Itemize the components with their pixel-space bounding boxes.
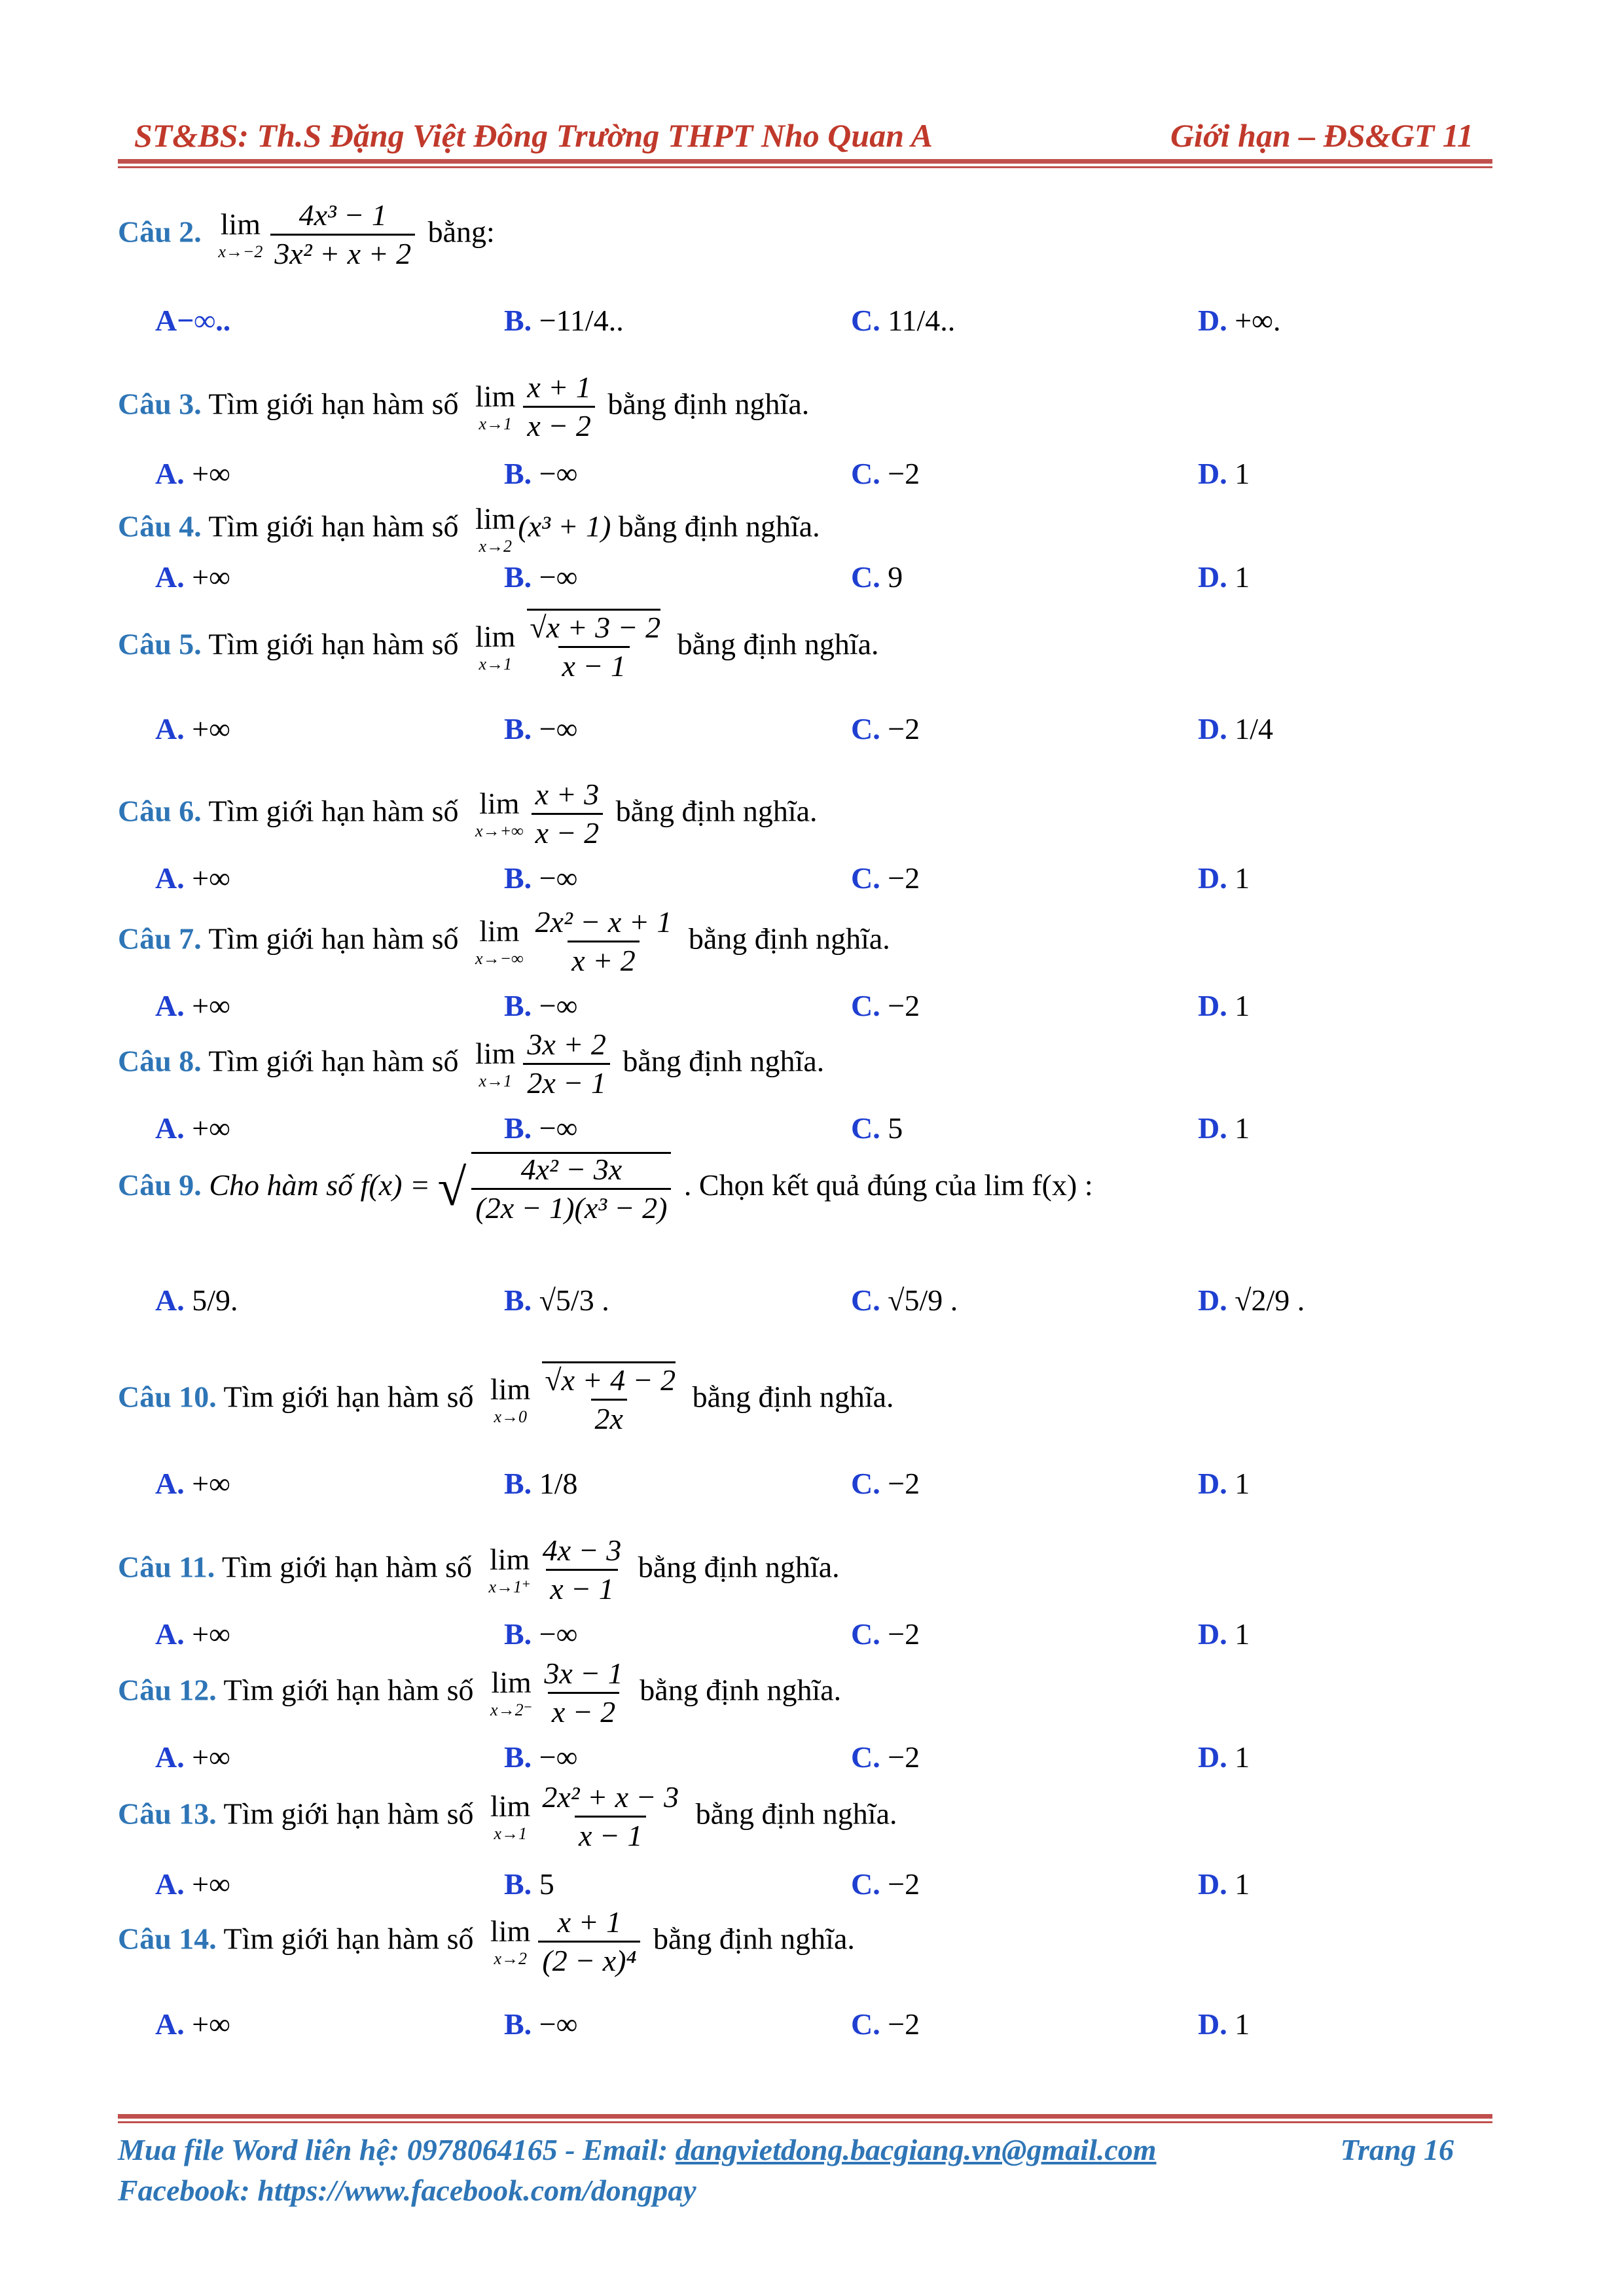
- answer-c: C. −2: [851, 712, 920, 745]
- question-suffix: bằng định nghĩa.: [653, 1922, 855, 1956]
- fraction: √ $\frac{x + 3 - 2}{x - 1}$: [523, 612, 664, 683]
- question-label: Câu 9.: [118, 1168, 202, 1202]
- question-3: [118, 372, 1506, 442]
- answer-d: D. 1: [1198, 457, 1250, 490]
- answer-b: B. √5/3 .: [504, 1283, 609, 1317]
- answer-d: D. 1: [1198, 1617, 1250, 1651]
- answer-b: B. −∞: [504, 1740, 578, 1774]
- limit-operator: lim x→2: [475, 502, 516, 556]
- question-text: Tìm giới hạn hàm số: [221, 1550, 472, 1584]
- question-6: [118, 779, 1506, 850]
- answer-c: C. √5/9 .: [851, 1283, 958, 1317]
- answer-c: C. −2: [851, 457, 920, 490]
- limit-operator: lim x→2: [490, 1914, 531, 1968]
- question-label: Câu 14.: [118, 1922, 217, 1956]
- question-label: Câu 12.: [118, 1673, 217, 1707]
- question-suffix: bằng định nghĩa.: [618, 509, 820, 543]
- header-rule-thin: [118, 166, 1492, 168]
- question-12: [118, 1658, 1506, 1729]
- question-suffix: bằng định nghĩa.: [692, 1380, 894, 1414]
- fraction: $\frac{x + 1}{x - 2}$: [523, 372, 594, 442]
- question-10: [118, 1365, 1506, 1435]
- question-text: Tìm giới hạn hàm số: [223, 1797, 474, 1831]
- answer-b: B. −∞: [504, 861, 578, 895]
- answer-a: A. +∞: [155, 861, 230, 895]
- question-text: Tìm giới hạn hàm số: [223, 1922, 474, 1956]
- answer-b: B. −11/4..: [504, 304, 624, 337]
- footer-rule-thin: [118, 2121, 1492, 2123]
- answer-a: A−∞..: [155, 304, 231, 337]
- answer-c: C. −2: [851, 989, 920, 1022]
- header-rule: [118, 159, 1492, 164]
- answer-a: A. +∞: [155, 1740, 230, 1774]
- answer-c: C. −2: [851, 861, 920, 895]
- fraction: $\frac{\text{2x² − x + 1}}{x + 2}$: [535, 905, 672, 978]
- limit-operator: lim x→1⁺: [488, 1542, 531, 1596]
- answer-a: A. +∞: [155, 1467, 230, 1500]
- answer-b: B. −∞: [504, 560, 578, 594]
- answer-c: C. −2: [851, 2007, 920, 2041]
- question-text: Tìm giới hạn hàm số: [208, 627, 459, 661]
- answer-b: B. 5: [504, 1867, 554, 1901]
- answer-b: B. 1/8: [504, 1467, 578, 1500]
- question-label: Câu 8.: [118, 1044, 202, 1078]
- question-suffix: bằng định nghĩa.: [640, 1673, 842, 1707]
- limit-operator: lim x→0: [490, 1372, 531, 1426]
- question-text: Tìm giới hạn hàm số: [208, 922, 459, 956]
- limit-operator: lim x→1: [475, 1036, 516, 1090]
- answer-b: B. −∞: [504, 1111, 578, 1145]
- question-11: [118, 1535, 1506, 1605]
- question-suffix: bằng định nghĩa.: [677, 627, 879, 661]
- fraction: $\frac{\text{4x² − 3x}}{\text{(2x − 1)(x³ − 2)}}$: [471, 1152, 671, 1225]
- footer-facebook[interactable]: Facebook: https://www.facebook.com/dongpay: [118, 2174, 696, 2207]
- fraction: $\frac{\text{4x³ − 1}}{\text{3x² + x + 2}}$: [270, 200, 415, 270]
- question-suffix: bằng định nghĩa.: [688, 922, 890, 956]
- answer-d: D. 1: [1198, 1467, 1250, 1500]
- answer-d: D. √2/9 .: [1198, 1283, 1305, 1317]
- fraction: $\frac{x + 1}{\text{(2 − x)⁴}}$: [538, 1907, 640, 1977]
- answer-c: C. −2: [851, 1467, 920, 1500]
- limit-operator: lim x→1: [475, 619, 516, 673]
- question-2: [118, 200, 1506, 270]
- fraction: √ $\frac{x + 4 - 2}{2x}$: [538, 1365, 679, 1435]
- answer-b: B. −∞: [504, 1617, 578, 1651]
- fraction: $\frac{x + 3}{x - 2}$: [532, 779, 603, 850]
- fraction: $\frac{\text{2x² + x − 3}}{x - 1}$: [542, 1780, 679, 1853]
- header-left-text: ST&BS: Th.S Đặng Việt Đông Trường THPT Nho Quan A: [134, 117, 933, 154]
- footer-rule: [118, 2114, 1492, 2119]
- answer-d: D. 1: [1198, 1740, 1250, 1774]
- question-label: Câu 2.: [118, 215, 202, 249]
- question-label: Câu 10.: [118, 1380, 217, 1414]
- footer-contact: Mua file Word liên hệ: 0978064165 - Email: dangvietdong.bacgiang.vn@gmail.com: [118, 2133, 1157, 2166]
- question-label: Câu 7.: [118, 922, 202, 956]
- answer-d: D. +∞.: [1198, 304, 1281, 337]
- question-suffix: bằng định nghĩa.: [638, 1550, 840, 1584]
- fraction: $\frac{3x - 1}{x - 2}$: [544, 1657, 623, 1729]
- answer-c: C. −2: [851, 1617, 920, 1651]
- question-label: Câu 4.: [118, 509, 202, 543]
- answer-b: B. −∞: [504, 457, 578, 490]
- answer-d: D. 1: [1198, 2007, 1250, 2041]
- answer-d: D. 1: [1198, 989, 1250, 1022]
- limit-operator: lim x→1: [475, 379, 516, 433]
- page-number: Trang 16: [1340, 2133, 1454, 2166]
- fraction: $\frac{3x + 2}{2x - 1}$: [523, 1029, 609, 1100]
- answer-a: A. +∞: [155, 712, 230, 745]
- answer-a: A. +∞: [155, 1617, 230, 1651]
- answer-a: A. +∞: [155, 1867, 230, 1901]
- question-suffix: bằng định nghĩa.: [615, 794, 818, 828]
- question-suffix: bằng định nghĩa.: [623, 1044, 825, 1078]
- question-label: Câu 6.: [118, 794, 202, 828]
- answer-a: A. +∞: [155, 989, 230, 1022]
- question-text: Cho hàm số f(x) =: [209, 1168, 430, 1202]
- answer-c: C. −2: [851, 1740, 920, 1774]
- answer-c: C. 5: [851, 1111, 903, 1145]
- answer-b: B. −∞: [504, 989, 578, 1022]
- question-label: Câu 5.: [118, 627, 202, 661]
- question-suffix: . Chọn kết quả đúng của lim f(x) :: [683, 1168, 1093, 1202]
- answer-c: C. 11/4..: [851, 304, 956, 337]
- limit-operator: lim x→1: [490, 1789, 531, 1843]
- question-text: Tìm giới hạn hàm số: [223, 1673, 474, 1707]
- limit-operator: lim x→2⁻: [490, 1665, 533, 1719]
- question-text: Tìm giới hạn hàm số: [208, 1044, 459, 1078]
- answer-a: A. 5/9.: [155, 1283, 238, 1317]
- answer-a: A. +∞: [155, 1111, 230, 1145]
- limit-operator: lim x→−∞: [475, 914, 524, 968]
- question-text: Tìm giới hạn hàm số: [208, 509, 459, 543]
- question-suffix: bằng:: [427, 215, 495, 249]
- answer-b: B. −∞: [504, 712, 578, 745]
- question-14: [118, 1907, 1506, 1977]
- question-4: [118, 504, 1506, 555]
- answer-c: C. −2: [851, 1867, 920, 1901]
- expression: (x³ + 1): [518, 509, 611, 543]
- answer-d: D. 1: [1198, 1111, 1250, 1145]
- question-text: Tìm giới hạn hàm số: [223, 1380, 474, 1414]
- answer-a: A. +∞: [155, 457, 230, 490]
- question-7: [118, 906, 1506, 977]
- limit-operator: lim x→+∞: [475, 786, 524, 840]
- question-5: [118, 612, 1506, 683]
- answer-d: D. 1/4: [1198, 712, 1274, 745]
- answer-c: C. 9: [851, 560, 903, 594]
- question-13: [118, 1782, 1506, 1852]
- question-suffix: bằng định nghĩa.: [607, 387, 810, 421]
- question-text: Tìm giới hạn hàm số: [208, 387, 459, 421]
- question-label: Câu 3.: [118, 387, 202, 421]
- question-8: [118, 1029, 1506, 1100]
- answer-d: D. 1: [1198, 1867, 1250, 1901]
- question-9: Câu 9. Cho hàm số f(x) = √ $\frac{\text{4x² − 3x}}{\text{(2x − 1)(x³ − 2)}}$ . Chọn kết quả đúng của lim f(x) :: [118, 1153, 1093, 1225]
- question-suffix: bằng định nghĩa.: [695, 1797, 897, 1831]
- answer-b: B. −∞: [504, 2007, 578, 2041]
- limit-operator: lim x→−2: [218, 207, 263, 261]
- header-right-text: Giới hạn – ĐS&GT 11: [1170, 117, 1473, 154]
- answer-d: D. 1: [1198, 861, 1250, 895]
- fraction: $\frac{4x - 3}{x - 1}$: [542, 1534, 622, 1606]
- page-header: [118, 111, 1493, 157]
- answer-a: A. +∞: [155, 560, 230, 594]
- answer-a: A. +∞: [155, 2007, 230, 2041]
- question-label: Câu 11.: [118, 1550, 215, 1584]
- email-link[interactable]: dangvietdong.bacgiang.vn@gmail.com: [675, 2133, 1157, 2166]
- question-text: Tìm giới hạn hàm số: [208, 794, 459, 828]
- question-label: Câu 13.: [118, 1797, 217, 1831]
- answer-d: D. 1: [1198, 560, 1250, 594]
